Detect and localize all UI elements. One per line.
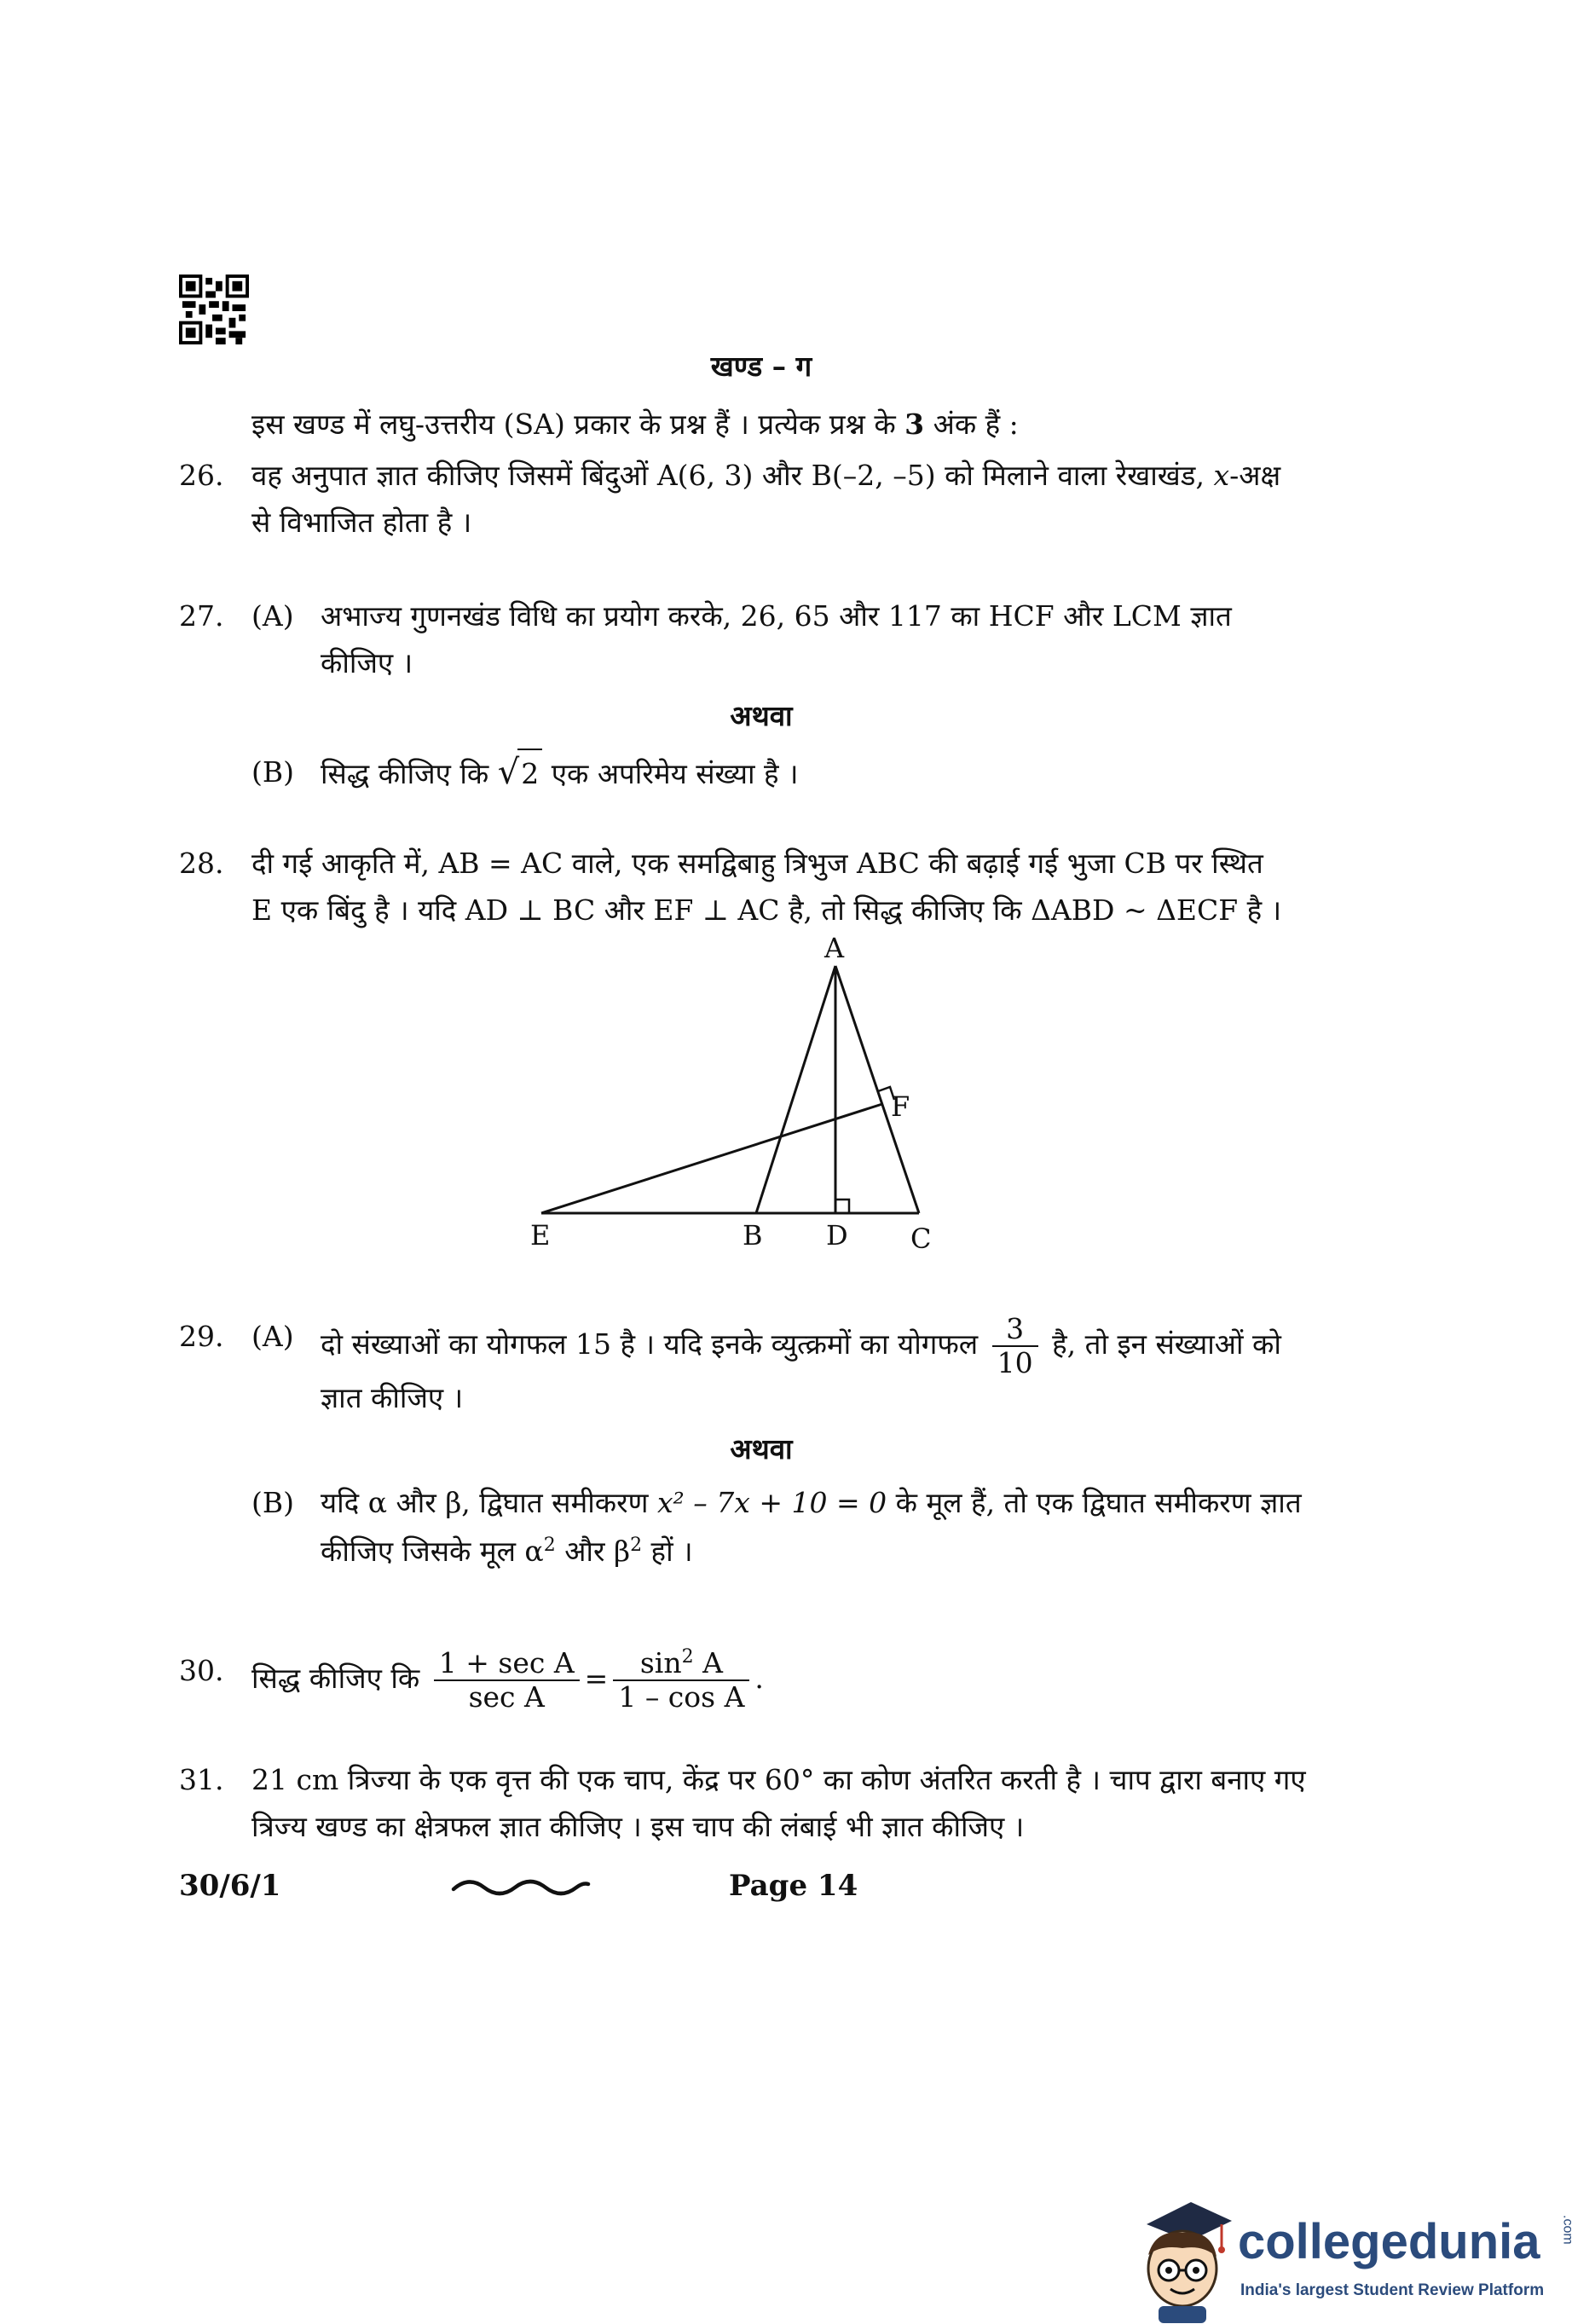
right-angle-d bbox=[835, 1200, 849, 1213]
or-separator: अथवा bbox=[730, 1432, 793, 1466]
x-variable: x bbox=[1213, 459, 1230, 492]
student-mascot-logo bbox=[1130, 2195, 1234, 2323]
rhs-denominator: 1 – cos A bbox=[618, 1679, 745, 1714]
vertex-label-d: D bbox=[826, 1219, 848, 1252]
question-27a-line-1: अभाज्य गुणनखंड विधि का प्रयोग करके, 26, 65 और 117 का HCF और LCM ज्ञात bbox=[321, 599, 1232, 633]
angle-label: A bbox=[693, 1646, 723, 1679]
q29a-text: दो संख्याओं का योगफल 15 है । यदि इनके व्युत्क्रमों का योगफल bbox=[321, 1327, 987, 1361]
question-26-line-1 bbox=[251, 452, 1280, 500]
rhs-fraction bbox=[613, 1647, 749, 1714]
question-number: 31. bbox=[179, 1763, 224, 1796]
lhs-fraction bbox=[434, 1647, 580, 1714]
rhs-numerator bbox=[613, 1647, 749, 1681]
page-number: Page 14 bbox=[729, 1869, 858, 1903]
q29b-roots-text: कीजिए जिसके मूल α bbox=[321, 1535, 544, 1568]
question-27a-line-2: कीजिए । bbox=[321, 646, 413, 679]
wave-ornament-icon bbox=[450, 1869, 591, 1901]
question-number: 28. bbox=[179, 847, 224, 880]
option-label: (B) bbox=[251, 755, 294, 789]
question-29b-line-1 bbox=[321, 1479, 1302, 1527]
q29b-and: और β bbox=[555, 1535, 631, 1568]
brand-suffix: .com bbox=[1560, 2215, 1575, 2245]
brand-tagline: India's largest Student Review Platform bbox=[1240, 2281, 1545, 2299]
qr-code-image bbox=[179, 275, 249, 344]
q29a-suffix: है, तो इन संख्याओं को bbox=[1043, 1327, 1281, 1361]
question-29b-line-2 bbox=[321, 1528, 693, 1575]
question-29a-line-1 bbox=[321, 1313, 1281, 1379]
brand-name: collegedunia bbox=[1238, 2214, 1540, 2269]
vertex-label-c: C bbox=[910, 1223, 932, 1255]
q27b-text: सिद्ध कीजिए कि bbox=[321, 757, 498, 790]
question-number: 29. bbox=[179, 1320, 224, 1353]
exponent: 2 bbox=[630, 1535, 643, 1556]
question-number: 30. bbox=[179, 1654, 224, 1687]
lhs-denominator: sec A bbox=[468, 1679, 545, 1714]
q27b-suffix: एक अपरिमेय संख्या है । bbox=[542, 757, 799, 790]
section-heading: खण्ड – ग bbox=[710, 350, 812, 383]
question-number: 27. bbox=[179, 599, 224, 633]
sqrt-radicand: 2 bbox=[517, 749, 542, 798]
question-number: 26. bbox=[179, 459, 224, 492]
vertex-label-b: B bbox=[743, 1219, 763, 1252]
q29b-suffix: के मूल हैं, तो एक द्विघात समीकरण ज्ञात bbox=[887, 1486, 1302, 1519]
paper-code: 30/6/1 bbox=[179, 1869, 281, 1903]
option-label: (A) bbox=[251, 599, 294, 633]
brand-wordmark bbox=[1238, 2215, 1595, 2269]
question-31-line-2: त्रिज्य खण्ड का क्षेत्रफल ज्ञात कीजिए । इस चाप की लंबाई भी ज्ञात कीजिए । bbox=[251, 1810, 1025, 1843]
instruction-text: इस खण्ड में लघु-उत्तरीय (SA) प्रकार के प्रश्न हैं । प्रत्येक प्रश्न के bbox=[251, 408, 905, 441]
segment-ef bbox=[541, 1104, 882, 1213]
vertex-label-e: E bbox=[530, 1219, 551, 1252]
equals-sign: = bbox=[584, 1661, 609, 1695]
sqrt-icon: √ bbox=[497, 753, 520, 792]
option-label: (B) bbox=[251, 1486, 294, 1519]
vertex-label-a: A bbox=[824, 932, 845, 964]
option-label: (A) bbox=[251, 1320, 294, 1353]
question-26-line-2: से विभाजित होता है । bbox=[251, 506, 472, 539]
question-30-identity bbox=[251, 1647, 764, 1714]
fraction-denominator: 10 bbox=[997, 1345, 1033, 1379]
exponent: 2 bbox=[543, 1535, 556, 1556]
quadratic-equation: x² – 7x + 10 = 0 bbox=[656, 1486, 887, 1519]
q26-text: वह अनुपात ज्ञात कीजिए जिसमें बिंदुओं A(6, 3) और B(–2, –5) को मिलाने वाला रेखाखंड, bbox=[251, 459, 1214, 492]
section-instruction bbox=[251, 401, 1019, 448]
question-31-line-1: 21 cm त्रिज्या के एक वृत्त की एक चाप, केंद्र पर 60° का कोण अंतरित करती है । चाप द्वारा बनाए गए bbox=[251, 1763, 1306, 1796]
q29b-end: हों । bbox=[642, 1535, 693, 1568]
segment-ac bbox=[835, 966, 919, 1213]
question-28-line-2: E एक बिंदु है । यदि AD ⊥ BC और EF ⊥ AC है, तो सिद्ध कीजिए कि ΔABD ~ ΔECF है । bbox=[251, 893, 1282, 927]
period: . bbox=[754, 1661, 764, 1695]
lhs-numerator: 1 + sec A bbox=[434, 1647, 580, 1681]
q29b-text: यदि α और β, द्विघात समीकरण bbox=[321, 1486, 657, 1519]
question-29a-line-2: ज्ञात कीजिए । bbox=[321, 1381, 464, 1414]
fraction bbox=[992, 1313, 1038, 1379]
question-28-line-1: दी गई आकृति में, AB = AC वाले, एक समद्विबाहु त्रिभुज ABC की बढ़ाई गई भुजा CB पर स्थित bbox=[251, 847, 1263, 880]
vertex-label-f: F bbox=[891, 1090, 910, 1123]
question-27b-text bbox=[321, 749, 799, 798]
sin-label: sin bbox=[639, 1646, 682, 1679]
q26-axis-suffix: -अक्ष bbox=[1229, 459, 1281, 492]
exponent: 2 bbox=[681, 1646, 694, 1668]
instruction-suffix: अंक हैं : bbox=[924, 408, 1019, 441]
marks-count: 3 bbox=[904, 408, 925, 441]
or-separator: अथवा bbox=[730, 699, 793, 732]
segment-ab bbox=[756, 966, 835, 1213]
q30-text: सिद्ध कीजिए कि bbox=[251, 1661, 429, 1695]
fraction-numerator: 3 bbox=[992, 1313, 1038, 1347]
triangle-figure bbox=[511, 934, 955, 1262]
